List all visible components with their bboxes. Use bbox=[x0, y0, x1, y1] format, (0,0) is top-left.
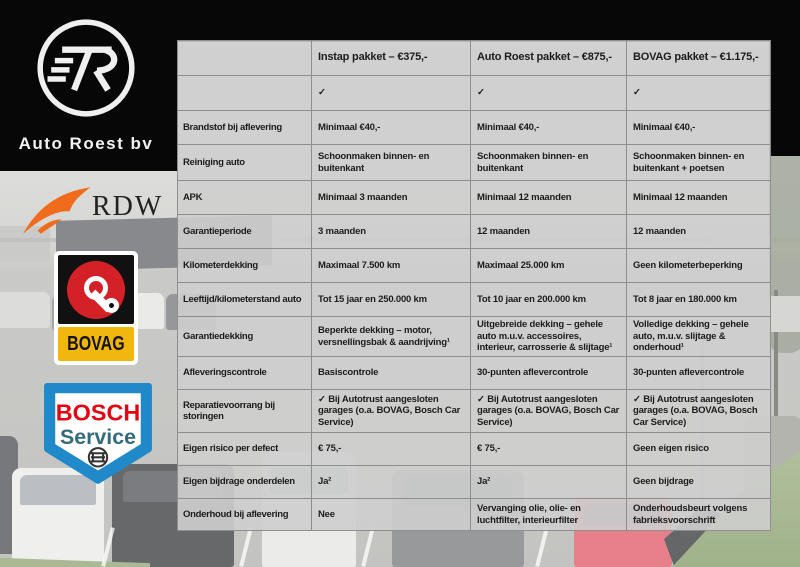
row-label-leeftijd: Leeftijd/kilometerstand auto bbox=[178, 283, 312, 317]
table-cell: Volledige dekking – gehele auto, m.u.v. slijtage & onderhoud¹ bbox=[627, 317, 771, 357]
table-row bbox=[178, 499, 771, 531]
table-row bbox=[178, 215, 771, 249]
row-label-onderhoud: Onderhoud bij aflevering bbox=[178, 499, 312, 531]
bovag-red-disc bbox=[67, 261, 125, 319]
package-comparison-table bbox=[177, 40, 771, 531]
table-cell: Vervanging olie, olie- en luchtfilter, interieurfilter bbox=[471, 499, 627, 531]
row-label-eigen-bijdrage: Eigen bijdrage onderdelen bbox=[178, 466, 312, 499]
row-label-brandstof: Brandstof bij aflevering bbox=[178, 111, 312, 145]
table-cell: Minimaal 12 maanden bbox=[471, 181, 627, 215]
table-cell: 12 maanden bbox=[627, 215, 771, 249]
table-cell: Minimaal €40,- bbox=[471, 111, 627, 145]
table-cell: Schoonmaken binnen- en buitenkant bbox=[312, 145, 471, 181]
table-cell: Ja² bbox=[312, 466, 471, 499]
table-cell: Geen kilometerbeperking bbox=[627, 249, 771, 283]
bovag-wordmark: BOVAG bbox=[67, 332, 125, 355]
table-cell: Uitgebreide dekking – gehele auto m.u.v. accessoires, interieur, carrosserie & slijtage¹ bbox=[471, 317, 627, 357]
checkmark-cell: ✓ bbox=[312, 76, 471, 111]
table-cell: Onderhoudsbeurt volgens fabrieksvoorschrift bbox=[627, 499, 771, 531]
row-label-reparatievoorrang: Reparatievoorrang bij storingen bbox=[178, 390, 312, 433]
table-row bbox=[178, 145, 771, 181]
table-cell: Ja² bbox=[471, 466, 627, 499]
table-row bbox=[178, 390, 771, 433]
table-row bbox=[178, 317, 771, 357]
rdw-wordmark: RDW bbox=[92, 191, 164, 222]
table-cell: € 75,- bbox=[471, 433, 627, 466]
table-cell: Beperkte dekking – motor, versnellingsbak & aandrijving¹ bbox=[312, 317, 471, 357]
table-cell: Geen eigen risico bbox=[627, 433, 771, 466]
table-cell: Minimaal €40,- bbox=[312, 111, 471, 145]
table-cell: Minimaal €40,- bbox=[627, 111, 771, 145]
bovag-logo[interactable] bbox=[54, 251, 138, 365]
table-row bbox=[178, 433, 771, 466]
column-header-auto-roest-pakket: Auto Roest pakket – €875,- bbox=[471, 41, 627, 76]
table-row bbox=[178, 181, 771, 215]
bosch-service-wordmark: Service bbox=[59, 425, 137, 450]
table-cell: ✓ Bij Autotrust aangesloten garages (o.a. BOVAG, Bosch Car Service) bbox=[627, 390, 771, 433]
row-label-garantieperiode: Garantieperiode bbox=[178, 215, 312, 249]
table-corner-cell bbox=[178, 41, 312, 76]
table-cell: 3 maanden bbox=[312, 215, 471, 249]
table-cell: Schoonmaken binnen- en buitenkant bbox=[471, 145, 627, 181]
table-cell: Nee bbox=[312, 499, 471, 531]
row-label-eigen-risico: Eigen risico per defect bbox=[178, 433, 312, 466]
table-cell: € 75,- bbox=[312, 433, 471, 466]
right-black-band bbox=[769, 0, 800, 156]
bovag-dot bbox=[104, 298, 119, 313]
auto-roest-logo-icon[interactable] bbox=[31, 13, 141, 123]
row-label-reiniging: Reiniging auto bbox=[178, 145, 312, 181]
bovag-emblem-icon bbox=[58, 255, 134, 324]
table-row bbox=[178, 111, 771, 145]
table-cell: 12 maanden bbox=[471, 215, 627, 249]
table-cell: ✓ Bij Autotrust aangesloten garages (o.a. BOVAG, Bosch Car Service) bbox=[312, 390, 471, 433]
table-row bbox=[178, 76, 771, 111]
table-row bbox=[178, 249, 771, 283]
column-header-instap-pakket: Instap pakket – €375,- bbox=[312, 41, 471, 76]
row-label-afleveringscontrole: Afleveringscontrole bbox=[178, 357, 312, 390]
table-cell: Tot 15 jaar en 250.000 km bbox=[312, 283, 471, 317]
table-cell: Maximaal 25.000 km bbox=[471, 249, 627, 283]
row-label-garantiedekking: Garantiedekking bbox=[178, 317, 312, 357]
table-cell: Tot 10 jaar en 200.000 km bbox=[471, 283, 627, 317]
column-header-bovag-pakket: BOVAG pakket – €1.175,- bbox=[627, 41, 771, 76]
table-row bbox=[178, 466, 771, 499]
table-row bbox=[178, 357, 771, 390]
table-cell: Geen bijdrage bbox=[627, 466, 771, 499]
checkmark-cell: ✓ bbox=[627, 76, 771, 111]
table-row bbox=[178, 283, 771, 317]
bovag-wordmark-band bbox=[58, 327, 134, 361]
row-label-apk: APK bbox=[178, 181, 312, 215]
table-cell: Tot 8 jaar en 180.000 km bbox=[627, 283, 771, 317]
table-cell: Minimaal 3 maanden bbox=[312, 181, 471, 215]
row-label-kilometerdekking: Kilometerdekking bbox=[178, 249, 312, 283]
table-header-row bbox=[178, 41, 771, 76]
company-name: Auto Roest bv bbox=[18, 134, 154, 153]
table-cell: 30-punten aflevercontrole bbox=[627, 357, 771, 390]
table-cell: 30-punten aflevercontrole bbox=[471, 357, 627, 390]
table-cell: ✓ Bij Autotrust aangesloten garages (o.a. BOVAG, Bosch Car Service) bbox=[471, 390, 627, 433]
rdw-logo-icon[interactable] bbox=[20, 180, 100, 246]
bosch-service-logo[interactable] bbox=[42, 382, 154, 496]
bosch-wordmark: BOSCH bbox=[55, 399, 141, 426]
table-cell: Schoonmaken binnen- en buitenkant + poetsen bbox=[627, 145, 771, 181]
table-cell: Basiscontrole bbox=[312, 357, 471, 390]
row-label bbox=[178, 76, 312, 111]
checkmark-cell: ✓ bbox=[471, 76, 627, 111]
table-cell: Minimaal 12 maanden bbox=[627, 181, 771, 215]
table-cell: Maximaal 7.500 km bbox=[312, 249, 471, 283]
